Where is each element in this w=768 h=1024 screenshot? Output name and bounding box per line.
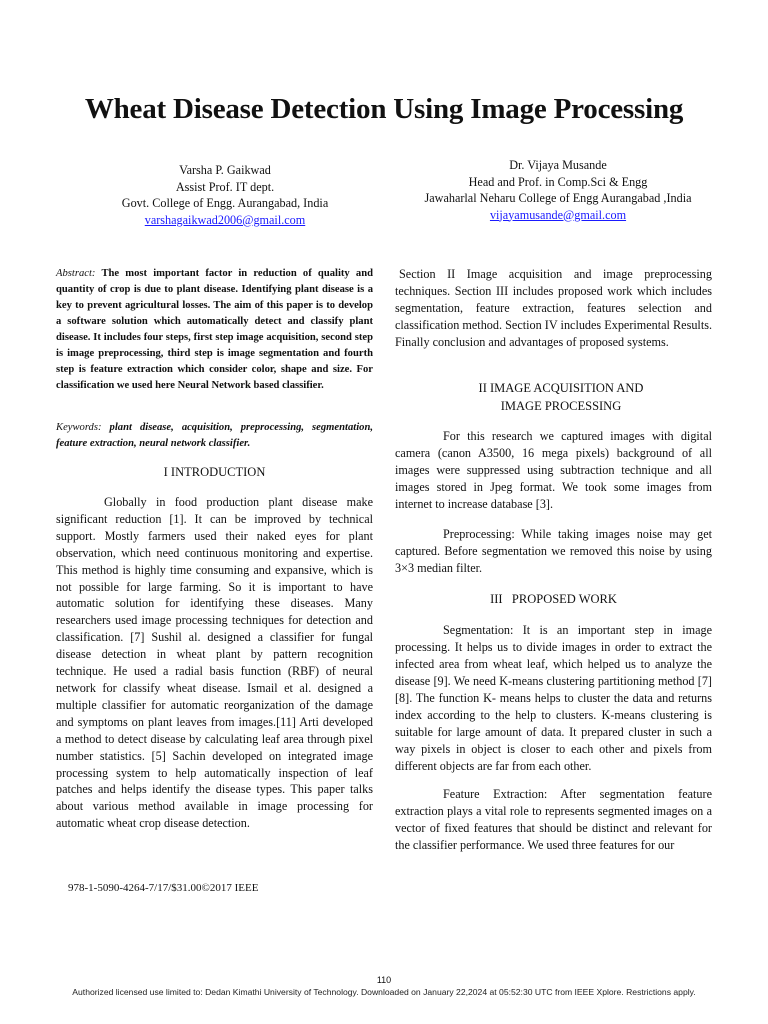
section-heading-proposed-work: III PROPOSED WORK (490, 592, 617, 606)
keywords-label: Keywords: (56, 422, 102, 433)
paper-title: Wheat Disease Detection Using Image Processing (84, 93, 684, 125)
abstract-text: The most important factor in reduction of quality and quantity of crop is due to plant disease. Identifying plant disease is a key to prevent agricultural losses. The aim of this paper is to develop a software solution which automatically detect and classify plant disease. It includes four steps, first step image acquisition, second step is image preprocessing, third step is image segmentation and fourth step is feature extraction which consider color, shape and size. For classification we used here Neural Network based classifier. (56, 268, 373, 391)
author-position: Assist Prof. IT dept. (175, 179, 275, 194)
abstract (56, 266, 373, 394)
acquisition-paragraph: For this research we captured images with digital camera (canon A3500, 16 mega pixels) background of all images were suppressed using subtraction technique and all images stored in Jpeg format. We took some images from internet to increase database [3]. (395, 429, 712, 511)
copyright-footnote: 978-1-5090-4264-7/17/$31.00©2017 IEEE (68, 882, 259, 894)
keywords-text: plant disease, acquisition, preprocessing, segmentation, feature extraction, neural network classifier. (56, 422, 373, 449)
segmentation-paragraph: Segmentation: It is an important step in image processing. It helps us to divide images in order to extract the infected area from wheat leaf, which helped us to analyze the disease [9]. We need K-means clustering partitioning method [7] [8]. The function K- means helps to cluster the data and returns index according to the help to clusters. K-means clustering is suitable for large amount of data. It prepared cluster in such a way pixels in object is closer to each other and pixels from different objects are far from each other. (395, 623, 712, 773)
author-email-link[interactable]: vijayamusande@gmail.com (489, 207, 627, 222)
outline-paragraph: Section II Image acquisition and image preprocessing techniques. Section III includes proposed work which includes segmentation, feature extraction, features selection and classification method. Section IV includes Experimental Results. Finally conclusion and advantages of proposed systems. (395, 267, 712, 349)
introduction-paragraph: Globally in food production plant disease make significant reduction [1]. It can be improved by technical support. Mostly farmers used their naked eyes for plant observation, which need continuous monitoring and expertise. This method is highly time consuming and expansive, which is not possible for large farming. So it is important to have automatic solution for identifying these diseases. Many researchers used image processing techniques for detection and classification. [7] Sushil al. designed a classifier for fungal disease detection in wheat plant by pattern recognition technique. He used a radial basis function (RBF) of neural network for classify wheat disease. Ismail et al. designed a multiple classifier for automatic reorganization of the damage and symptoms on plant leaves from images.[11] Arti developed a method to detect disease by calculating leaf area through pixel number statistics. [5] Sachin developed on integrated image processing system to help automatically inspection of leaf patches and helps identify the disease types. This paper talks about various method available in image processing for automatic wheat crop disease detection. (56, 495, 373, 831)
author-position: Head and Prof. in Comp.Sci & Engg (468, 174, 648, 189)
author-block-1 (70, 162, 380, 228)
author-block-2 (388, 157, 728, 223)
page-number: 110 (376, 975, 392, 985)
feature-extraction-paragraph: Feature Extraction: After segmentation feature extraction plays a vital role to represents segmented images on a vector of fixed features that should be distinct and relevant for the classifier performance. We used three features for our (395, 787, 712, 852)
preprocessing-paragraph: Preprocessing: While taking images noise may get captured. Before segmentation we removed this noise by using 3×3 median filter. (395, 527, 712, 575)
author-affiliation: Jawaharlal Neharu College of Engg Aurangabad ,India (424, 191, 692, 205)
abstract-label: Abstract: (56, 268, 96, 279)
license-notice: Authorized licensed use limited to: Dedan Kimathi University of Technology. Downloaded on January 22,2024 at 05:52:30 UTC from IEEE Xplore. Restrictions apply. (72, 987, 696, 997)
author-name: Varsha P. Gaikwad (179, 163, 271, 177)
author-affiliation: Govt. College of Engg. Aurangabad, India (121, 196, 329, 210)
author-email-link[interactable]: varshagaikwad2006@gmail.com (144, 212, 306, 227)
author-name: Dr. Vijaya Musande (509, 158, 607, 172)
keywords (56, 420, 373, 452)
section-heading-introduction: I INTRODUCTION (163, 465, 266, 479)
section-heading-acquisition: II IMAGE ACQUISITION AND IMAGE PROCESSING (478, 381, 644, 413)
